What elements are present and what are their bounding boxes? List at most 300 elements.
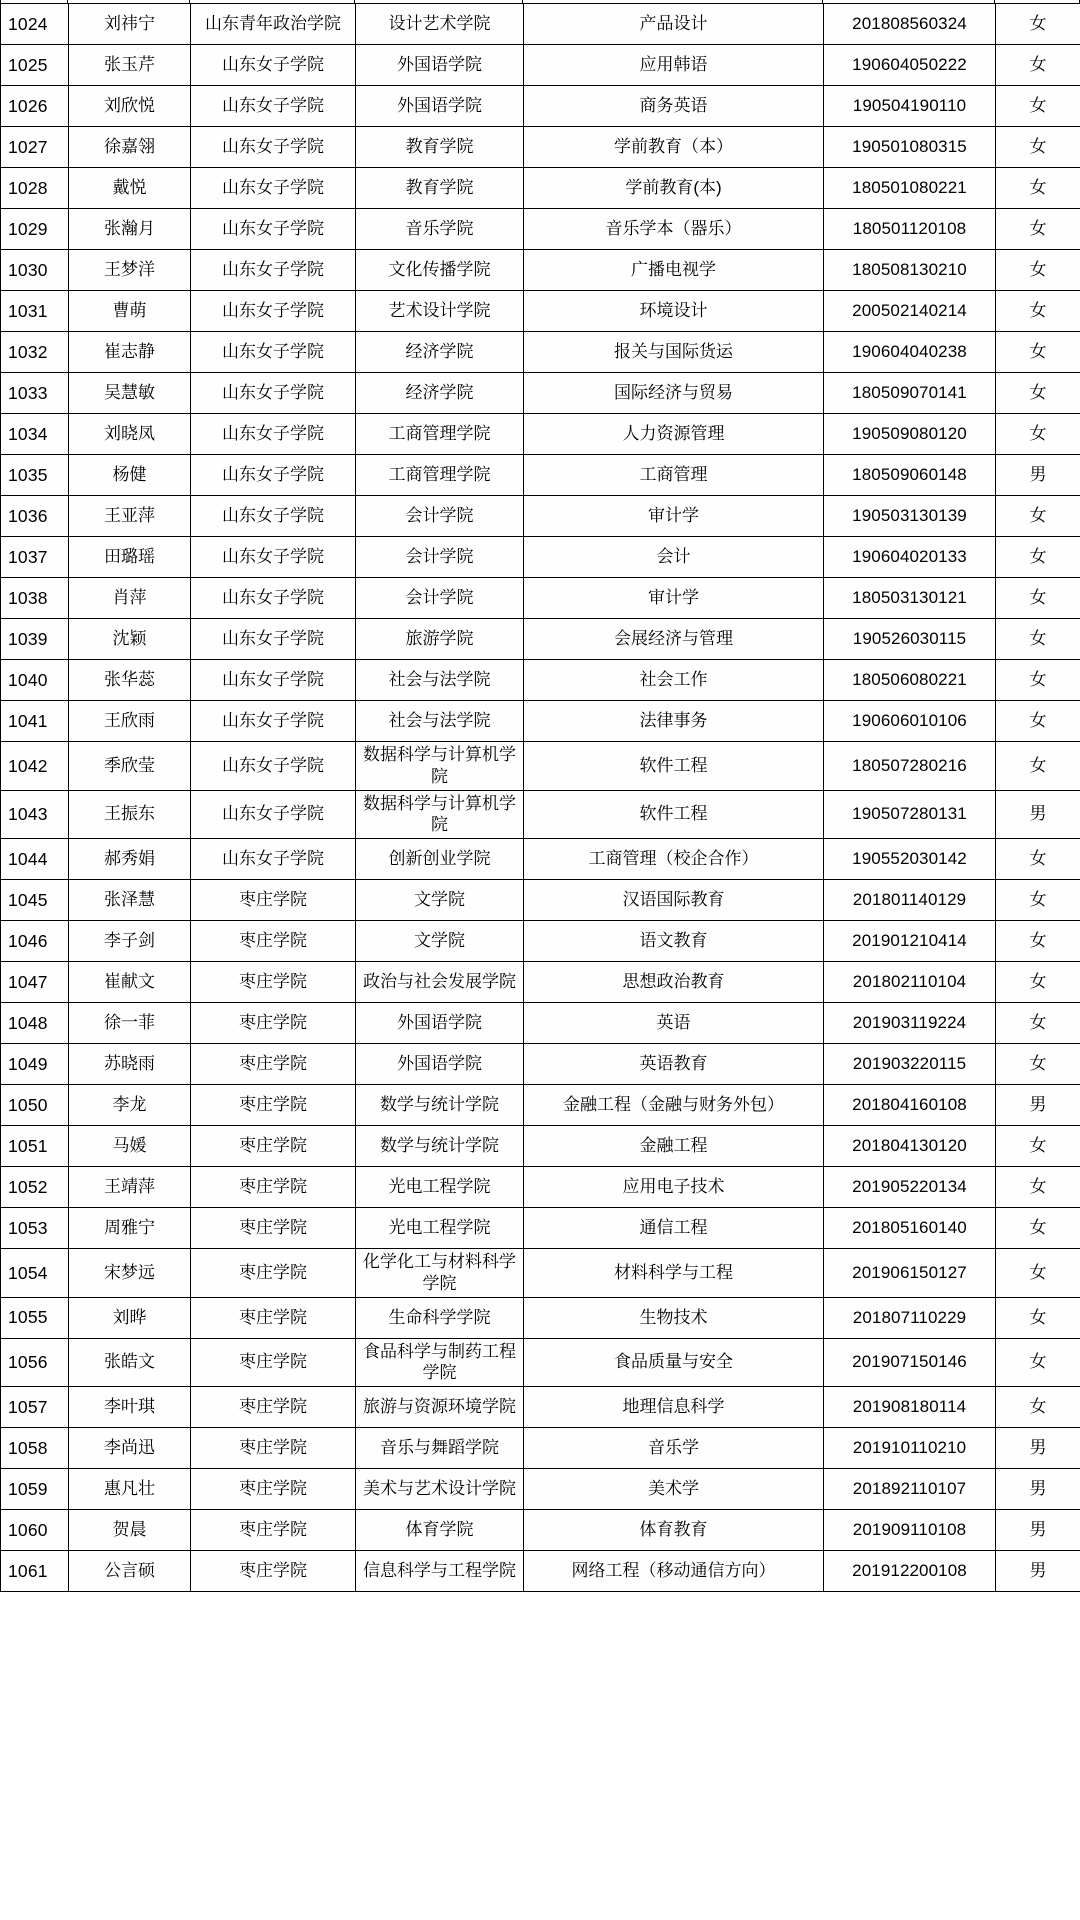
cell-college: 教育学院 <box>356 127 524 168</box>
cell-college: 工商管理学院 <box>356 455 524 496</box>
cell-major: 软件工程 <box>524 790 824 839</box>
table-row[interactable] <box>1 45 1080 86</box>
cell-sex: 女 <box>996 127 1080 168</box>
cell-seq: 1032 <box>1 332 69 373</box>
cell-major: 美术学 <box>524 1469 824 1510</box>
table-row[interactable] <box>1 1387 1080 1428</box>
cell-seq: 1028 <box>1 168 69 209</box>
cell-seq: 1049 <box>1 1044 69 1085</box>
cell-seq: 1043 <box>1 790 69 839</box>
cell-seq: 1047 <box>1 962 69 1003</box>
cell-school: 山东女子学院 <box>191 127 356 168</box>
table-row[interactable] <box>1 1428 1080 1469</box>
cell-school: 山东女子学院 <box>191 790 356 839</box>
cell-seq: 1051 <box>1 1126 69 1167</box>
cell-name: 李叶琪 <box>69 1387 191 1428</box>
cell-sex: 女 <box>996 45 1080 86</box>
table-row[interactable] <box>1 1044 1080 1085</box>
cell-major: 音乐学本（器乐） <box>524 209 824 250</box>
cell-id: 190509080120 <box>824 414 996 455</box>
table-row[interactable] <box>1 168 1080 209</box>
cell-school: 山东女子学院 <box>191 619 356 660</box>
cell-name: 沈颖 <box>69 619 191 660</box>
cell-id: 201910110210 <box>824 1428 996 1469</box>
cell-seq: 1045 <box>1 880 69 921</box>
cell-seq: 1040 <box>1 660 69 701</box>
student-roster-table <box>0 3 1080 1592</box>
cell-seq: 1034 <box>1 414 69 455</box>
cell-major: 广播电视学 <box>524 250 824 291</box>
cell-school: 山东青年政治学院 <box>191 4 356 45</box>
cell-seq: 1042 <box>1 742 69 791</box>
cell-seq: 1053 <box>1 1208 69 1249</box>
cell-seq: 1035 <box>1 455 69 496</box>
cell-college: 教育学院 <box>356 168 524 209</box>
cell-name: 肖萍 <box>69 578 191 619</box>
cell-major: 会计 <box>524 537 824 578</box>
cell-name: 徐嘉翎 <box>69 127 191 168</box>
cell-sex: 女 <box>996 701 1080 742</box>
cell-school: 枣庄学院 <box>191 1297 356 1338</box>
cell-id: 201903220115 <box>824 1044 996 1085</box>
cell-sex: 女 <box>996 373 1080 414</box>
cell-college: 外国语学院 <box>356 1044 524 1085</box>
cell-name: 吴慧敏 <box>69 373 191 414</box>
cell-major: 地理信息科学 <box>524 1387 824 1428</box>
cell-college: 外国语学院 <box>356 45 524 86</box>
cell-sex: 女 <box>996 1249 1080 1298</box>
cell-major: 国际经济与贸易 <box>524 373 824 414</box>
cell-major: 音乐学 <box>524 1428 824 1469</box>
cell-id: 201804130120 <box>824 1126 996 1167</box>
cell-seq: 1058 <box>1 1428 69 1469</box>
cell-major: 报关与国际货运 <box>524 332 824 373</box>
cell-name: 苏晓雨 <box>69 1044 191 1085</box>
table-row[interactable] <box>1 414 1080 455</box>
cell-seq: 1031 <box>1 291 69 332</box>
cell-id: 180509060148 <box>824 455 996 496</box>
cell-seq: 1046 <box>1 921 69 962</box>
cell-major: 思想政治教育 <box>524 962 824 1003</box>
cell-major: 金融工程 <box>524 1126 824 1167</box>
cell-college: 外国语学院 <box>356 1003 524 1044</box>
cell-school: 枣庄学院 <box>191 1551 356 1592</box>
table-row[interactable] <box>1 962 1080 1003</box>
cell-id: 201906150127 <box>824 1249 996 1298</box>
cell-id: 180506080221 <box>824 660 996 701</box>
cell-sex: 女 <box>996 496 1080 537</box>
cell-college: 体育学院 <box>356 1510 524 1551</box>
cell-sex: 女 <box>996 1167 1080 1208</box>
cell-id: 190604050222 <box>824 45 996 86</box>
table-row[interactable] <box>1 619 1080 660</box>
cell-id: 190526030115 <box>824 619 996 660</box>
cell-major: 学前教育(本) <box>524 168 824 209</box>
cell-major: 语文教育 <box>524 921 824 962</box>
cell-major: 食品质量与安全 <box>524 1338 824 1387</box>
cell-seq: 1029 <box>1 209 69 250</box>
cell-school: 山东女子学院 <box>191 660 356 701</box>
cell-sex: 女 <box>996 1044 1080 1085</box>
cell-sex: 女 <box>996 1387 1080 1428</box>
cell-school: 山东女子学院 <box>191 578 356 619</box>
cell-id: 201901210414 <box>824 921 996 962</box>
cell-college: 数据科学与计算机学院 <box>356 790 524 839</box>
cell-seq: 1038 <box>1 578 69 619</box>
cell-seq: 1039 <box>1 619 69 660</box>
cell-college: 数学与统计学院 <box>356 1126 524 1167</box>
cell-id: 201908180114 <box>824 1387 996 1428</box>
cell-name: 季欣莹 <box>69 742 191 791</box>
cell-major: 工商管理 <box>524 455 824 496</box>
cell-sex: 男 <box>996 1085 1080 1126</box>
table-row[interactable] <box>1 839 1080 880</box>
cell-name: 崔志静 <box>69 332 191 373</box>
cell-seq: 1061 <box>1 1551 69 1592</box>
cell-seq: 1025 <box>1 45 69 86</box>
table-row[interactable] <box>1 127 1080 168</box>
cell-sex: 男 <box>996 455 1080 496</box>
cell-college: 生命科学学院 <box>356 1297 524 1338</box>
cell-major: 生物技术 <box>524 1297 824 1338</box>
cell-school: 山东女子学院 <box>191 45 356 86</box>
table-row[interactable] <box>1 1208 1080 1249</box>
cell-school: 山东女子学院 <box>191 86 356 127</box>
cell-major: 体育教育 <box>524 1510 824 1551</box>
cell-id: 201801140129 <box>824 880 996 921</box>
table-row[interactable] <box>1 496 1080 537</box>
cell-name: 王振东 <box>69 790 191 839</box>
cell-college: 光电工程学院 <box>356 1208 524 1249</box>
cell-college: 会计学院 <box>356 496 524 537</box>
cell-school: 山东女子学院 <box>191 455 356 496</box>
cell-id: 180501080221 <box>824 168 996 209</box>
cell-college: 文学院 <box>356 880 524 921</box>
cell-school: 山东女子学院 <box>191 839 356 880</box>
cell-id: 200502140214 <box>824 291 996 332</box>
cell-seq: 1030 <box>1 250 69 291</box>
cell-id: 190503130139 <box>824 496 996 537</box>
cell-sex: 女 <box>996 880 1080 921</box>
cell-id: 201808560324 <box>824 4 996 45</box>
cell-seq: 1036 <box>1 496 69 537</box>
cell-sex: 女 <box>996 168 1080 209</box>
cell-sex: 男 <box>996 790 1080 839</box>
table-row[interactable] <box>1 660 1080 701</box>
cell-school: 枣庄学院 <box>191 1510 356 1551</box>
table-scroll-region[interactable] <box>0 3 1080 1592</box>
cell-school: 枣庄学院 <box>191 880 356 921</box>
cell-seq: 1050 <box>1 1085 69 1126</box>
cell-school: 山东女子学院 <box>191 250 356 291</box>
cell-college: 会计学院 <box>356 537 524 578</box>
cell-name: 刘晔 <box>69 1297 191 1338</box>
cell-college: 美术与艺术设计学院 <box>356 1469 524 1510</box>
cell-name: 公言硕 <box>69 1551 191 1592</box>
cell-seq: 1054 <box>1 1249 69 1298</box>
cell-major: 通信工程 <box>524 1208 824 1249</box>
cell-id: 190504190110 <box>824 86 996 127</box>
cell-school: 山东女子学院 <box>191 291 356 332</box>
cell-name: 张玉芹 <box>69 45 191 86</box>
cell-school: 山东女子学院 <box>191 168 356 209</box>
table-row[interactable] <box>1 1297 1080 1338</box>
cell-school: 山东女子学院 <box>191 209 356 250</box>
cell-id: 201805160140 <box>824 1208 996 1249</box>
cell-college: 社会与法学院 <box>356 701 524 742</box>
cell-id: 190604040238 <box>824 332 996 373</box>
cell-name: 张泽慧 <box>69 880 191 921</box>
cell-school: 枣庄学院 <box>191 1167 356 1208</box>
cell-sex: 男 <box>996 1428 1080 1469</box>
cell-sex: 女 <box>996 742 1080 791</box>
table-row[interactable] <box>1 291 1080 332</box>
table-row[interactable] <box>1 1085 1080 1126</box>
cell-school: 山东女子学院 <box>191 373 356 414</box>
cell-major: 商务英语 <box>524 86 824 127</box>
cell-major: 英语教育 <box>524 1044 824 1085</box>
cell-sex: 女 <box>996 537 1080 578</box>
cell-school: 枣庄学院 <box>191 1249 356 1298</box>
cell-major: 审计学 <box>524 578 824 619</box>
cell-college: 文化传播学院 <box>356 250 524 291</box>
cell-college: 设计艺术学院 <box>356 4 524 45</box>
cell-college: 经济学院 <box>356 332 524 373</box>
cell-id: 190501080315 <box>824 127 996 168</box>
cell-name: 徐一菲 <box>69 1003 191 1044</box>
cell-school: 枣庄学院 <box>191 921 356 962</box>
cell-name: 崔献文 <box>69 962 191 1003</box>
table-row[interactable] <box>1 250 1080 291</box>
cell-major: 法律事务 <box>524 701 824 742</box>
cell-seq: 1052 <box>1 1167 69 1208</box>
table-row[interactable] <box>1 537 1080 578</box>
cell-college: 外国语学院 <box>356 86 524 127</box>
roster-table-body <box>1 4 1080 1592</box>
cell-id: 190606010106 <box>824 701 996 742</box>
cell-sex: 女 <box>996 1338 1080 1387</box>
cell-sex: 男 <box>996 1510 1080 1551</box>
table-row[interactable] <box>1 1167 1080 1208</box>
table-row[interactable] <box>1 921 1080 962</box>
cell-name: 郝秀娟 <box>69 839 191 880</box>
cell-name: 张华蕊 <box>69 660 191 701</box>
table-row[interactable] <box>1 701 1080 742</box>
cell-seq: 1056 <box>1 1338 69 1387</box>
cell-sex: 女 <box>996 839 1080 880</box>
cell-id: 201903119224 <box>824 1003 996 1044</box>
cell-college: 音乐学院 <box>356 209 524 250</box>
cell-sex: 女 <box>996 1208 1080 1249</box>
cell-name: 杨健 <box>69 455 191 496</box>
table-row[interactable] <box>1 1551 1080 1592</box>
cell-college: 艺术设计学院 <box>356 291 524 332</box>
cell-major: 汉语国际教育 <box>524 880 824 921</box>
cell-college: 创新创业学院 <box>356 839 524 880</box>
cell-id: 190552030142 <box>824 839 996 880</box>
cell-seq: 1055 <box>1 1297 69 1338</box>
cell-name: 刘欣悦 <box>69 86 191 127</box>
cell-seq: 1048 <box>1 1003 69 1044</box>
cell-id: 201905220134 <box>824 1167 996 1208</box>
cell-school: 枣庄学院 <box>191 1003 356 1044</box>
cell-college: 政治与社会发展学院 <box>356 962 524 1003</box>
cell-name: 曹萌 <box>69 291 191 332</box>
cell-sex: 女 <box>996 1126 1080 1167</box>
cell-sex: 女 <box>996 4 1080 45</box>
cell-name: 王亚萍 <box>69 496 191 537</box>
cell-school: 枣庄学院 <box>191 962 356 1003</box>
cell-id: 190604020133 <box>824 537 996 578</box>
cell-name: 刘祎宁 <box>69 4 191 45</box>
table-row[interactable] <box>1 4 1080 45</box>
cell-college: 旅游学院 <box>356 619 524 660</box>
cell-school: 枣庄学院 <box>191 1126 356 1167</box>
cell-school: 枣庄学院 <box>191 1338 356 1387</box>
cell-college: 数学与统计学院 <box>356 1085 524 1126</box>
cell-major: 学前教育（本） <box>524 127 824 168</box>
cell-school: 山东女子学院 <box>191 414 356 455</box>
cell-major: 网络工程（移动通信方向） <box>524 1551 824 1592</box>
cell-sex: 女 <box>996 291 1080 332</box>
cell-name: 张瀚月 <box>69 209 191 250</box>
cell-major: 英语 <box>524 1003 824 1044</box>
cell-college: 旅游与资源环境学院 <box>356 1387 524 1428</box>
cell-college: 会计学院 <box>356 578 524 619</box>
cell-college: 数据科学与计算机学院 <box>356 742 524 791</box>
table-row[interactable] <box>1 1249 1080 1298</box>
cell-sex: 女 <box>996 1003 1080 1044</box>
cell-seq: 1057 <box>1 1387 69 1428</box>
cell-school: 枣庄学院 <box>191 1208 356 1249</box>
cell-sex: 女 <box>996 414 1080 455</box>
table-row[interactable] <box>1 373 1080 414</box>
cell-name: 刘晓凤 <box>69 414 191 455</box>
table-row[interactable] <box>1 880 1080 921</box>
cell-sex: 男 <box>996 1551 1080 1592</box>
cell-major: 工商管理（校企合作） <box>524 839 824 880</box>
cell-school: 山东女子学院 <box>191 701 356 742</box>
cell-college: 社会与法学院 <box>356 660 524 701</box>
cell-school: 山东女子学院 <box>191 537 356 578</box>
cell-seq: 1027 <box>1 127 69 168</box>
cell-college: 音乐与舞蹈学院 <box>356 1428 524 1469</box>
table-row[interactable] <box>1 1126 1080 1167</box>
cell-name: 王梦洋 <box>69 250 191 291</box>
table-row[interactable] <box>1 1510 1080 1551</box>
cell-school: 枣庄学院 <box>191 1387 356 1428</box>
cell-id: 201909110108 <box>824 1510 996 1551</box>
cell-id: 180507280216 <box>824 742 996 791</box>
table-row[interactable] <box>1 332 1080 373</box>
table-row[interactable] <box>1 86 1080 127</box>
cell-id: 180501120108 <box>824 209 996 250</box>
cell-college: 食品科学与制药工程学院 <box>356 1338 524 1387</box>
cell-school: 枣庄学院 <box>191 1428 356 1469</box>
cell-major: 审计学 <box>524 496 824 537</box>
cell-sex: 女 <box>996 619 1080 660</box>
cell-major: 金融工程（金融与财务外包） <box>524 1085 824 1126</box>
cell-id: 180508130210 <box>824 250 996 291</box>
cell-sex: 女 <box>996 86 1080 127</box>
cell-name: 戴悦 <box>69 168 191 209</box>
cell-major: 社会工作 <box>524 660 824 701</box>
cell-seq: 1041 <box>1 701 69 742</box>
table-row[interactable] <box>1 742 1080 791</box>
cell-college: 工商管理学院 <box>356 414 524 455</box>
cell-school: 枣庄学院 <box>191 1085 356 1126</box>
cell-name: 李子剑 <box>69 921 191 962</box>
cell-seq: 1060 <box>1 1510 69 1551</box>
cell-sex: 女 <box>996 209 1080 250</box>
cell-major: 产品设计 <box>524 4 824 45</box>
cell-school: 枣庄学院 <box>191 1469 356 1510</box>
table-row[interactable] <box>1 209 1080 250</box>
cell-sex: 女 <box>996 332 1080 373</box>
cell-sex: 女 <box>996 921 1080 962</box>
table-row[interactable] <box>1 1003 1080 1044</box>
cell-college: 经济学院 <box>356 373 524 414</box>
cell-sex: 女 <box>996 250 1080 291</box>
cell-id: 201912200108 <box>824 1551 996 1592</box>
cell-seq: 1037 <box>1 537 69 578</box>
cell-seq: 1044 <box>1 839 69 880</box>
cell-major: 应用韩语 <box>524 45 824 86</box>
cell-name: 李龙 <box>69 1085 191 1126</box>
cell-sex: 女 <box>996 962 1080 1003</box>
cell-seq: 1024 <box>1 4 69 45</box>
cell-seq: 1059 <box>1 1469 69 1510</box>
cell-school: 枣庄学院 <box>191 1044 356 1085</box>
cell-name: 贺晨 <box>69 1510 191 1551</box>
table-row[interactable] <box>1 790 1080 839</box>
cell-name: 宋梦远 <box>69 1249 191 1298</box>
table-row[interactable] <box>1 455 1080 496</box>
cell-name: 李尚迅 <box>69 1428 191 1469</box>
cell-id: 190507280131 <box>824 790 996 839</box>
cell-sex: 女 <box>996 660 1080 701</box>
cell-name: 马媛 <box>69 1126 191 1167</box>
cell-name: 王欣雨 <box>69 701 191 742</box>
cell-id: 201804160108 <box>824 1085 996 1126</box>
table-row[interactable] <box>1 578 1080 619</box>
cell-id: 201892110107 <box>824 1469 996 1510</box>
cell-seq: 1026 <box>1 86 69 127</box>
cell-name: 周雅宁 <box>69 1208 191 1249</box>
cell-college: 信息科学与工程学院 <box>356 1551 524 1592</box>
cell-id: 201802110104 <box>824 962 996 1003</box>
cell-sex: 女 <box>996 1297 1080 1338</box>
cell-id: 201807110229 <box>824 1297 996 1338</box>
cell-school: 山东女子学院 <box>191 742 356 791</box>
cell-major: 应用电子技术 <box>524 1167 824 1208</box>
cell-sex: 男 <box>996 1469 1080 1510</box>
cell-major: 软件工程 <box>524 742 824 791</box>
cell-major: 环境设计 <box>524 291 824 332</box>
cell-seq: 1033 <box>1 373 69 414</box>
cell-sex: 女 <box>996 578 1080 619</box>
cell-school: 山东女子学院 <box>191 496 356 537</box>
cell-major: 材料科学与工程 <box>524 1249 824 1298</box>
cell-major: 人力资源管理 <box>524 414 824 455</box>
table-row[interactable] <box>1 1469 1080 1510</box>
cell-id: 201907150146 <box>824 1338 996 1387</box>
cell-college: 化学化工与材料科学学院 <box>356 1249 524 1298</box>
cell-name: 张皓文 <box>69 1338 191 1387</box>
cell-name: 王靖萍 <box>69 1167 191 1208</box>
table-row[interactable] <box>1 1338 1080 1387</box>
cell-major: 会展经济与管理 <box>524 619 824 660</box>
